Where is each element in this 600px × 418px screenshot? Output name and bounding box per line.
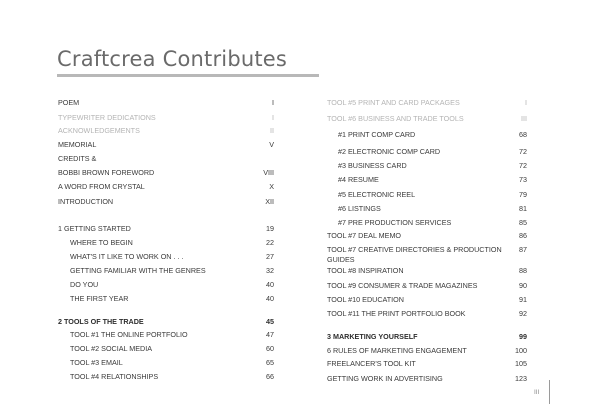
toc-entry-page: 99 <box>519 332 527 341</box>
toc-entry-label: THE FIRST YEAR <box>70 294 129 303</box>
toc-entry-page: 65 <box>266 358 274 367</box>
toc-entry-label: 6 RULES OF MARKETING ENGAGEMENT <box>327 346 467 355</box>
toc-entry-page: 87 <box>519 245 527 254</box>
toc-entry-label: CREDITS & <box>58 154 97 163</box>
toc-entry-page: 45 <box>266 317 274 326</box>
toc-entry-page: I <box>272 113 274 122</box>
toc-entry-label: TOOL #5 PRINT AND CARD PACKAGES <box>327 98 460 107</box>
toc-entry-page: XII <box>265 197 274 206</box>
toc-entry-label: POEM <box>58 98 80 107</box>
toc-entry-page: X <box>269 182 274 191</box>
toc-entry-label: #5 ELECTRONIC REEL <box>338 190 416 199</box>
toc-entry-label: ACKNOWLEDGEMENTS <box>58 126 140 135</box>
toc-entry-label: TOOL #10 EDUCATION <box>327 295 404 304</box>
toc-entry-page: 105 <box>515 359 527 368</box>
toc-entry-page: III <box>521 114 527 123</box>
toc-entry-label: GETTING FAMILIAR WITH THE GENRES <box>70 266 206 275</box>
toc-entry-label: #6 LISTINGS <box>338 204 381 213</box>
toc-entry-label: TOOL #3 EMAIL <box>70 358 123 367</box>
toc-entry-page: 73 <box>519 175 527 184</box>
toc-entry-page: 86 <box>519 231 527 240</box>
toc-entry-page: 91 <box>519 295 527 304</box>
toc-entry-page: 27 <box>266 252 274 261</box>
toc-entry-label: TYPEWRITER DEDICATIONS <box>58 113 156 122</box>
toc-entry-page: 72 <box>519 147 527 156</box>
page-number: III <box>534 389 540 396</box>
title-underline <box>57 74 319 77</box>
toc-entry-label: 2 TOOLS OF THE TRADE <box>58 317 144 326</box>
toc-entry-label: GETTING WORK IN ADVERTISING <box>327 374 443 383</box>
toc-entry-page: II <box>270 126 274 135</box>
toc-entry-page: VIII <box>263 168 274 177</box>
toc-entry-label: #3 BUSINESS CARD <box>338 161 407 170</box>
toc-entry-label: TOOL #7 DEAL MEMO <box>327 231 402 240</box>
toc-entry-label: 1 GETTING STARTED <box>58 224 131 233</box>
toc-entry-page: 47 <box>266 330 274 339</box>
toc-entry-page: 40 <box>266 294 274 303</box>
toc-entry-label: #2 ELECTRONIC COMP CARD <box>338 147 441 156</box>
toc-entry-page: 88 <box>519 266 527 275</box>
toc-entry-label: A WORD FROM CRYSTAL <box>58 182 145 191</box>
toc-entry-page: 22 <box>266 238 274 247</box>
toc-entry-page: 123 <box>515 374 527 383</box>
toc-entry-label: TOOL #1 THE ONLINE PORTFOLIO <box>70 330 188 339</box>
toc-entry-label: INTRODUCTION <box>58 197 114 206</box>
toc-entry-page: 72 <box>519 161 527 170</box>
toc-entry-page: I <box>525 98 527 107</box>
toc-entry-page: 68 <box>519 130 527 139</box>
toc-entry-label: FREELANCER'S TOOL KIT <box>327 359 416 368</box>
toc-entry-label: #7 PRE PRODUCTION SERVICES <box>338 218 452 227</box>
toc-entry-page: 85 <box>519 218 527 227</box>
toc-entry-page: 40 <box>266 280 274 289</box>
toc-entry-label: DO YOU <box>70 280 99 289</box>
page-title: Craftcrea Contributes <box>57 47 288 71</box>
toc-entry-label: WHERE TO BEGIN <box>70 238 133 247</box>
toc-entry-page: 81 <box>519 204 527 213</box>
toc-entry-label: TOOL #11 THE PRINT PORTFOLIO BOOK <box>327 309 466 318</box>
toc-entry-page: 92 <box>519 309 527 318</box>
toc-entry-label: TOOL #7 CREATIVE DIRECTORIES & PRODUCTION GUIDES <box>327 245 502 264</box>
toc-entry-page: I <box>272 98 274 107</box>
toc-entry-page: 100 <box>515 346 527 355</box>
folio-divider <box>549 380 550 404</box>
toc-entry-page: 60 <box>266 344 274 353</box>
toc-entry-page: 19 <box>266 224 274 233</box>
toc-entry-label: #1 PRINT COMP CARD <box>338 130 416 139</box>
toc-entry-label: 3 MARKETING YOURSELF <box>327 332 418 341</box>
toc-entry-label: TOOL #8 INSPIRATION <box>327 266 404 275</box>
toc-entry-label: TOOL #2 SOCIAL MEDIA <box>70 344 153 353</box>
toc-entry-label: MEMORIAL <box>58 140 97 149</box>
toc-entry-page: V <box>269 140 274 149</box>
toc-entry-label: TOOL #4 RELATIONSHIPS <box>70 372 159 381</box>
toc-entry-page: 79 <box>519 190 527 199</box>
toc-entry-label: BOBBI BROWN FOREWORD <box>58 168 155 177</box>
toc-entry-page: 66 <box>266 372 274 381</box>
toc-entry-label: #4 RESUME <box>338 175 379 184</box>
toc-entry-page: 90 <box>519 281 527 290</box>
toc-entry-label: WHAT'S IT LIKE TO WORK ON . . . <box>70 252 184 261</box>
toc-entry-label: TOOL #6 BUSINESS AND TRADE TOOLS <box>327 114 464 123</box>
toc-entry-page: 32 <box>266 266 274 275</box>
toc-entry-label: TOOL #9 CONSUMER & TRADE MAGAZINES <box>327 281 478 290</box>
